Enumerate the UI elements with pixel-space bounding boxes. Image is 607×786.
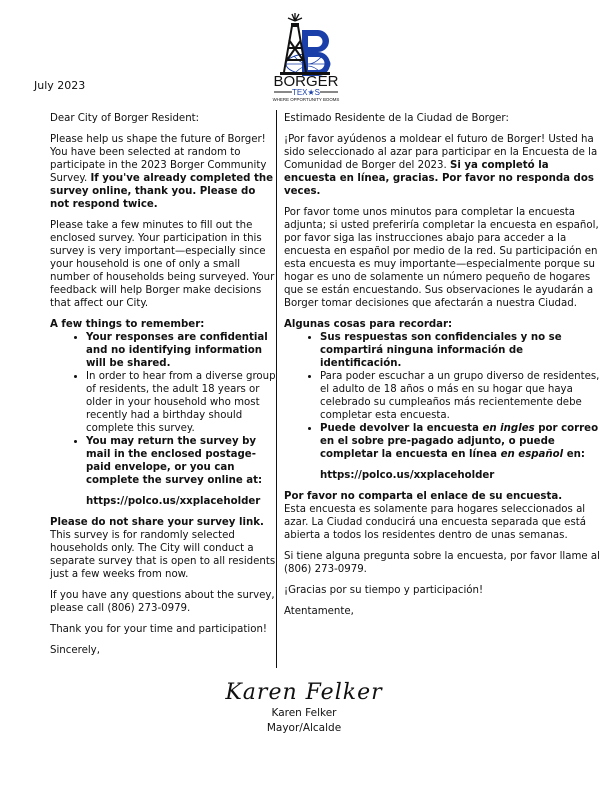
oil-derrick-icon [258, 12, 354, 102]
participation-paragraph: Please take a few minutes to fill out the enclosed survey. Your participation in this survey is very important—especially since your household is one of only a small number of households being surveyed. Your feedback will help Borger make decisions that affect our City. [50, 220, 275, 309]
svg-text:TEX★S: TEX★S [291, 88, 321, 97]
survey-link[interactable]: https://polco.us/xxplaceholder [320, 470, 495, 481]
list-item: • Puede devolver la encuesta en ingles por correo en el sobre pre-pagado adjunto, o puede completar la encuesta en línea en español en: [320, 422, 604, 461]
reminders-title: A few things to remember: [50, 319, 205, 330]
closing: Atentamente, [284, 606, 354, 617]
thanks-paragraph: Thank you for your time and participation! [50, 624, 267, 635]
share-paragraph: Por favor no comparta el enlace de su encuesta. Esta encuesta es solamente para hogares seleccionados al azar. La Ciudad conducirá una encuesta separada que está abierta a todos los residentes dentro de unas semanas. [284, 491, 586, 541]
salutation: Estimado Residente de la Ciudad de Borger: [284, 113, 509, 124]
list-item: • In order to hear from a diverse group of residents, the adult 18 years or older in your household who most recently had a birthday should complete this survey. [86, 370, 276, 435]
questions-paragraph: If you have any questions about the survey, please call (806) 273-0979. [50, 590, 275, 614]
intro-paragraph: ¡Por favor ayúdenos a moldear el futuro de Borger! Usted ha sido seleccionado al azar para participar en la Encuesta de la Comunidad de Borger del 2023. Si ya completó la encuesta en línea, gracias. Por favor no responda dos veces. [284, 134, 598, 197]
thanks-paragraph: ¡Gracias por su tiempo y participación! [284, 585, 484, 596]
column-divider [276, 110, 277, 668]
list-item: • Para poder escuchar a un grupo diverso de residentes, el adulto de 18 años o más en su hogar que haya celebrado su cumpleaños más recientemente debe completar esta encuesta. [320, 370, 604, 422]
survey-link[interactable]: https://polco.us/xxplaceholder [86, 496, 261, 507]
questions-paragraph: Si tiene alguna pregunta sobre la encuesta, por favor llame al (806) 273-0979. [284, 551, 600, 575]
reminders-list [284, 331, 604, 461]
reminders-title: Algunas cosas para recordar: [284, 319, 453, 330]
signer-title: Mayor/Alcalde [266, 722, 342, 734]
handwritten-signature: Karen Felker [225, 680, 383, 705]
intro-paragraph: Please help us shape the future of Borger! You have been selected at random to participate in the 2023 Borger Community Survey. If you've already completed the survey online, thank you. Please do not respond twice. [50, 134, 273, 210]
signature-block [222, 680, 386, 735]
reminders-list [50, 331, 276, 487]
signer-name: Karen Felker [271, 707, 337, 719]
closing: Sincerely, [50, 645, 100, 656]
share-paragraph: Please do not share your survey link. This survey is for randomly selected households only. The City will conduct a separate survey that is open to all residents just a few weeks from now. [50, 517, 276, 580]
borger-logo [258, 12, 354, 102]
list-item: • Your responses are confidential and no identifying information will be shared. [86, 331, 276, 370]
english-letter [50, 112, 276, 665]
svg-text:BORGER: BORGER [273, 73, 339, 90]
salutation: Dear City of Borger Resident: [50, 113, 200, 124]
svg-text:WHERE OPPORTUNITY BOOMS: WHERE OPPORTUNITY BOOMS [272, 97, 340, 102]
list-item: • Sus respuestas son confidenciales y no se compartirá ninguna información de identificación. [320, 331, 604, 370]
spanish-letter [284, 112, 604, 626]
letter-date: July 2023 [34, 79, 86, 92]
list-item: • You may return the survey by mail in the enclosed postage-paid envelope, or you can complete the survey online at: [86, 435, 276, 487]
participation-paragraph: Por favor tome unos minutos para completar la encuesta adjunta; si usted preferiría completar la encuesta en español, por favor siga las instrucciones abajo para acceder a la encuesta en español por medio de la red. Su participación en esta encuesta es muy importante—especialmente porque su hogar es uno de solamente un número pequeño de hogares que se están encuestando. Sus observaciones le ayudarán a Borger tomar decisiones que afectarán a nuestra Ciudad. [284, 207, 599, 309]
